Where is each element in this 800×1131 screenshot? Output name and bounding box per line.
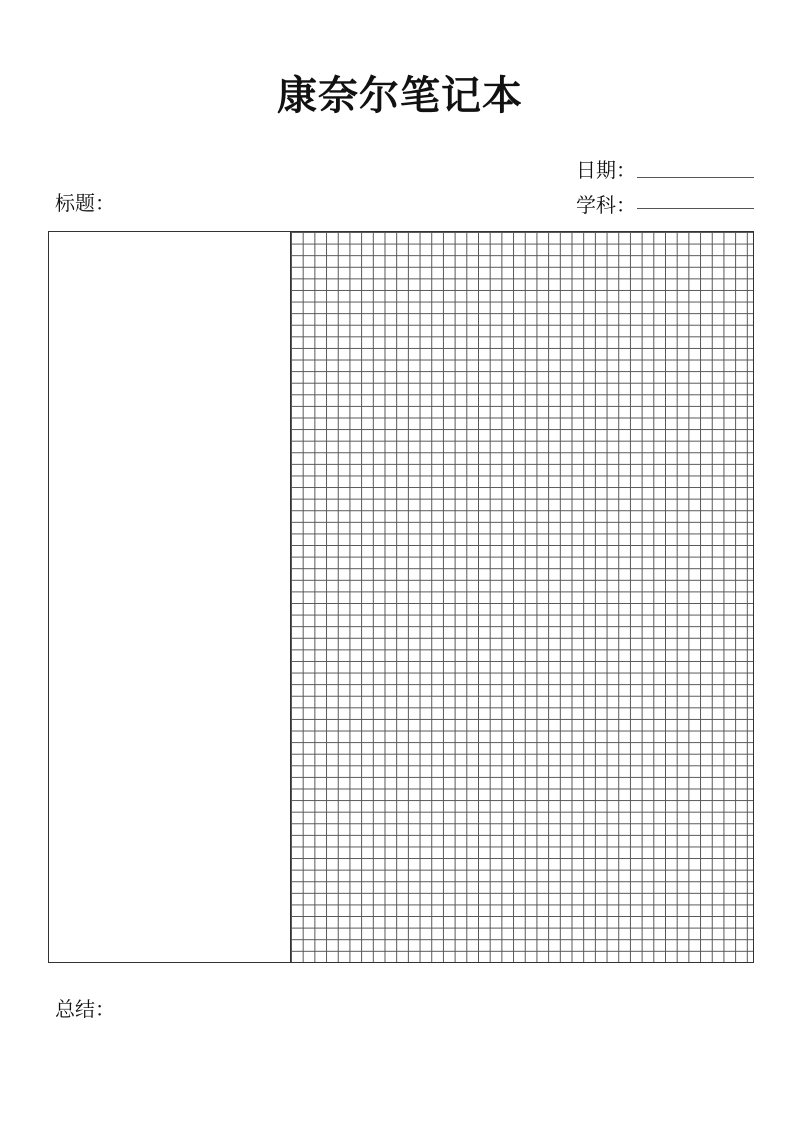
notes-grid-area[interactable] <box>291 232 753 962</box>
cue-column[interactable] <box>49 232 291 962</box>
summary-label: 总结： <box>55 997 115 1021</box>
subject-label: 学科： <box>576 193 636 217</box>
date-label: 日期： <box>576 158 636 182</box>
cornell-notes-frame <box>48 231 754 963</box>
date-field-line[interactable] <box>637 177 754 178</box>
subject-field-line[interactable] <box>637 208 754 209</box>
page-title: 康奈尔笔记本 <box>277 73 523 119</box>
topic-label: 标题： <box>55 191 115 215</box>
